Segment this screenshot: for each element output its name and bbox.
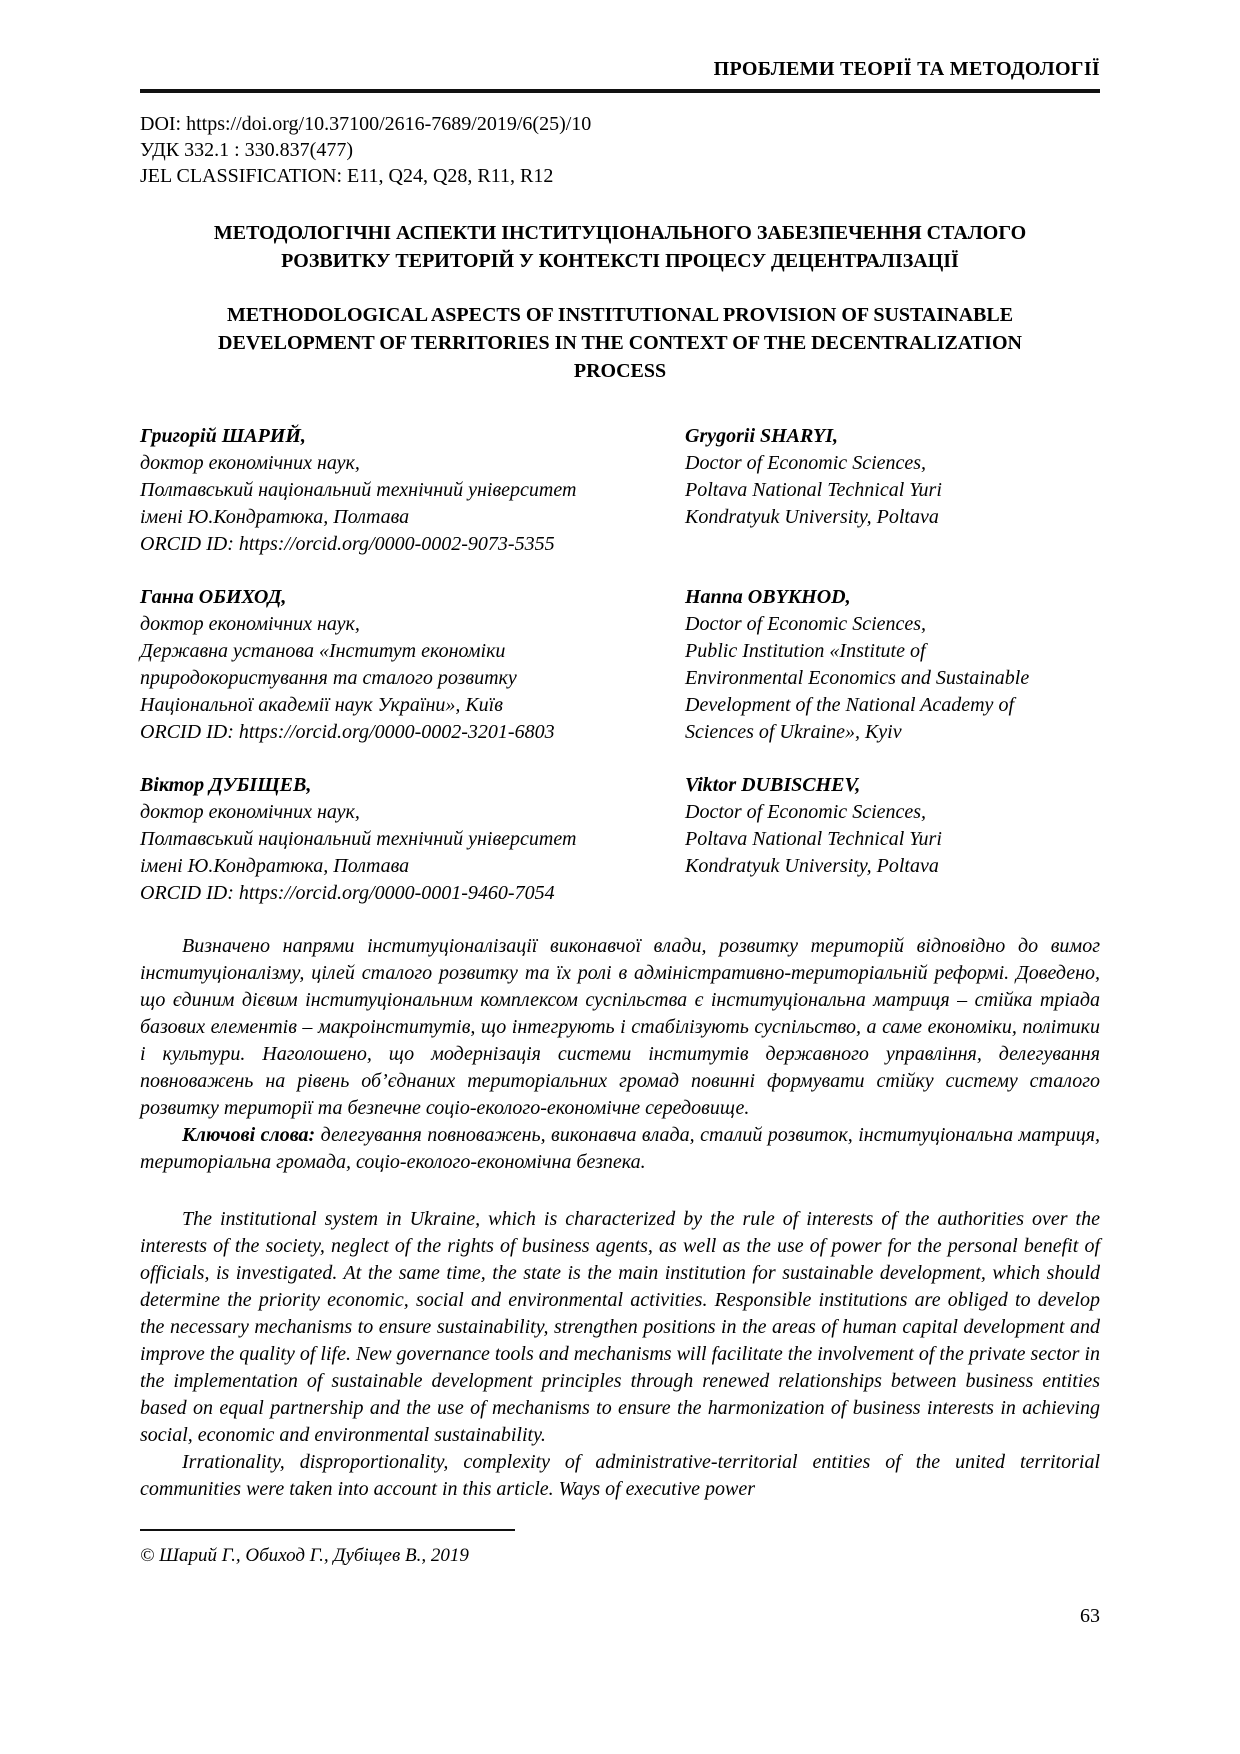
author-affiliation-line: Development of the National Academy of xyxy=(685,694,1014,716)
author-affiliation-line: імені Ю.Кондратюка, Полтава xyxy=(140,855,410,877)
author-orcid-line: ORCID ID: https://orcid.org/0000-0002-3201-6803 xyxy=(140,721,555,743)
jel-line: JEL CLASSIFICATION: E11, Q24, Q28, R11, R12 xyxy=(140,165,554,187)
author-affiliation-line: Doctor of Economic Sciences, xyxy=(685,801,927,823)
journal-header: ПРОБЛЕМИ ТЕОРІЇ ТА МЕТОДОЛОГІЇ xyxy=(713,58,1100,80)
author-orcid-line: ORCID ID: https://orcid.org/0000-0001-9460-7054 xyxy=(140,882,555,904)
author-block-dubischev xyxy=(140,772,1100,907)
author-affiliation-line: Kondratyuk University, Poltava xyxy=(685,855,939,877)
abstract-english-paragraph-2: Irrationality, disproportionality, complexity of administrative-territorial entities of the united territorial communities were taken into account in this article. Ways of executive power xyxy=(140,1451,1100,1500)
keywords-text: делегування повноважень, виконавча влада, сталий розвиток, інституціональна матриця, територіальна громада, соціо-еколого-економічна безпека. xyxy=(140,1124,1100,1173)
author-affiliation-line: Poltava National Technical Yuri xyxy=(685,479,942,501)
header-rule xyxy=(140,89,1100,93)
title-ukrainian: МЕТОДОЛОГІЧНІ АСПЕКТИ ІНСТИТУЦІОНАЛЬНОГО ЗАБЕЗПЕЧЕННЯ СТАЛОГО РОЗВИТКУ ТЕРИТОРІЙ У КОНТЕКСТІ ПРОЦЕСУ ДЕЦЕНТРАЛІЗАЦІЇ xyxy=(213,222,1027,272)
abstract-english-paragraph-1: The institutional system in Ukraine, which is characterized by the rule of interests of the authorities over the interests of the society, neglect of the rights of business agents, as well as the use of power for the personal benefit of officials, is investigated. At the same time, the state is the main institution for sustainable development, which should determine the priority economic, social and environmental activities. Responsible institutions are obliged to develop the necessary mechanisms to ensure sustainability, strengthen positions in the areas of human capital development and improve the quality of life. New governance tools and mechanisms will facilitate the involvement of the private sector in the implementation of sustainable development principles through renewed relationships between business entities based on equal partnership and the use of mechanisms to ensure the harmonization of business interests in achieving social, economic and environmental sustainability. xyxy=(140,1208,1100,1446)
udc-line: УДК 332.1 : 330.837(477) xyxy=(140,139,353,161)
author-affiliation-line: Environmental Economics and Sustainable xyxy=(685,667,1030,689)
article-meta xyxy=(140,111,1100,189)
footnote-rule xyxy=(140,1529,515,1531)
author-uk-column xyxy=(140,772,685,907)
author-en-column xyxy=(685,584,1100,746)
keywords-label: Ключові слова: xyxy=(182,1124,316,1146)
author-name-en: Grygorii SHARYI, xyxy=(685,425,838,447)
author-en-column xyxy=(685,423,1100,558)
author-en-column xyxy=(685,772,1100,907)
author-block-sharyi xyxy=(140,423,1100,558)
author-affiliation-line: доктор економічних наук, xyxy=(140,613,360,635)
author-affiliation-line: Полтавський національний технічний університет xyxy=(140,479,577,501)
doi-line: DOI: https://doi.org/10.37100/2616-7689/2019/6(25)/10 xyxy=(140,113,592,135)
author-uk-column xyxy=(140,423,685,558)
author-block-obykhod xyxy=(140,584,1100,746)
author-name-en: Hanna OBYKHOD, xyxy=(685,586,851,608)
abstract-ukrainian-section xyxy=(140,933,1100,1176)
author-name-uk: Григорій ШАРИЙ, xyxy=(140,425,306,447)
copyright-line: © Шарий Г., Обиход Г., Дубіщев В., 2019 xyxy=(140,1545,469,1566)
author-affiliation-line: Sciences of Ukraine», Kyiv xyxy=(685,721,902,743)
author-affiliation-line: Національної академії наук України», Київ xyxy=(140,694,503,716)
author-affiliation-line: Kondratyuk University, Poltava xyxy=(685,506,939,528)
page-number: 63 xyxy=(1080,1605,1100,1627)
author-affiliation-line: Полтавський національний технічний університет xyxy=(140,828,577,850)
author-orcid-line: ORCID ID: https://orcid.org/0000-0002-9073-5355 xyxy=(140,533,555,555)
author-name-uk: Віктор ДУБІЩЕВ, xyxy=(140,774,312,796)
keywords-paragraph xyxy=(140,1122,1100,1176)
author-affiliation-line: Doctor of Economic Sciences, xyxy=(685,452,927,474)
title-english: METHODOLOGICAL ASPECTS OF INSTITUTIONAL PROVISION OF SUSTAINABLE DEVELOPMENT OF TERRITORIES IN THE CONTEXT OF THE DECENTRALIZATION PROCESS xyxy=(218,304,1022,382)
abstract-ukrainian: Визначено напрями інституціоналізації виконавчої влади, розвитку територій відповідно до вимог інституціоналізму, цілей сталого розвитку та їх ролі в адміністративно-територіальній реформі. Доведено, що єдиним дієвим інституціональним комплексом суспільства є інституціональна матриця – стійка тріада базових елементів – макроінститутів, що інтегрують і стабілізують суспільство, а саме економіки, політики і культури. Наголошено, що модернізація системи інститутів державного управління, делегування повноважень на рівень об’єднаних територіальних громад повинні формувати стійку систему сталого розвитку території та безпечне соціо-еколого-економічне середовище. xyxy=(140,935,1100,1119)
author-affiliation-line: доктор економічних наук, xyxy=(140,452,360,474)
author-name-en: Viktor DUBISCHEV, xyxy=(685,774,861,796)
author-affiliation-line: природокористування та сталого розвитку xyxy=(140,667,517,689)
author-affiliation-line: доктор економічних наук, xyxy=(140,801,360,823)
author-affiliation-line: Public Institution «Institute of xyxy=(685,640,926,662)
author-name-uk: Ганна ОБИХОД, xyxy=(140,586,287,608)
abstract-english-section xyxy=(140,1206,1100,1503)
author-affiliation-line: імені Ю.Кондратюка, Полтава xyxy=(140,506,410,528)
author-affiliation-line: Doctor of Economic Sciences, xyxy=(685,613,927,635)
authors-section xyxy=(140,423,1100,907)
author-affiliation-line: Державна установа «Інститут економіки xyxy=(140,640,506,662)
author-affiliation-line: Poltava National Technical Yuri xyxy=(685,828,942,850)
author-uk-column xyxy=(140,584,685,746)
